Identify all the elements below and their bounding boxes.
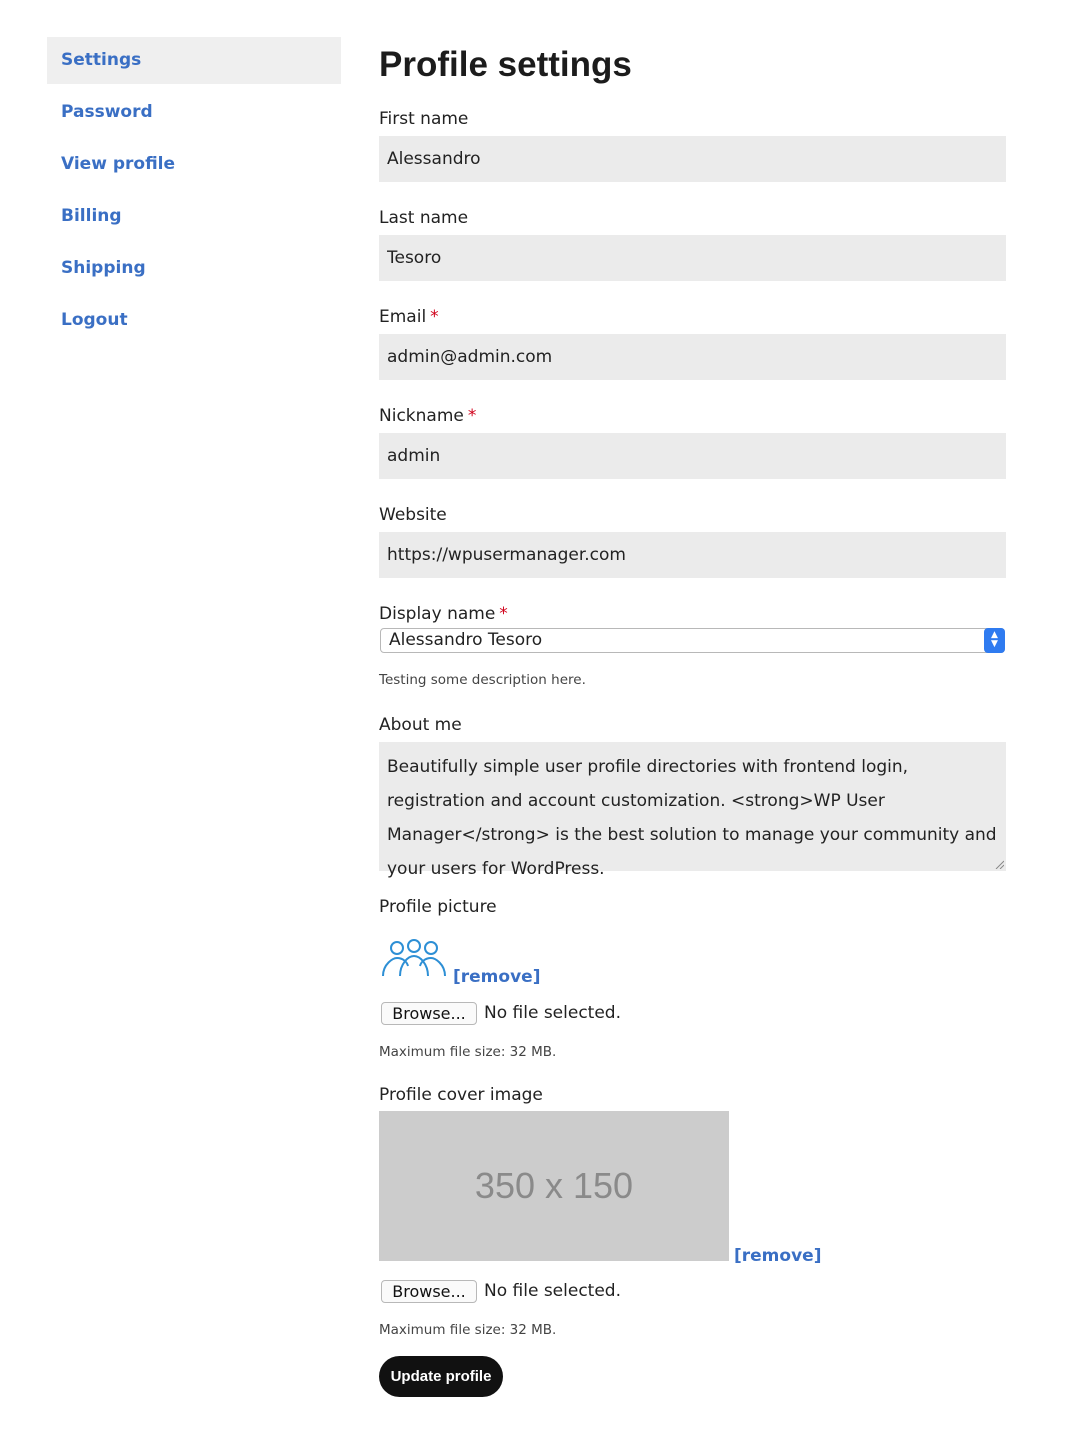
about-me-field bbox=[379, 712, 1006, 879]
display-name-label: Display name bbox=[379, 604, 496, 624]
nickname-input[interactable] bbox=[379, 433, 1006, 479]
cover-image-upload bbox=[379, 1278, 1006, 1304]
about-me-text: Beautifully simple user profile directories with frontend login, registration and account customization. <strong>WP User Manager</strong> is the best solution to manage your community and your users for WordPress. bbox=[387, 757, 997, 879]
first-name-field bbox=[379, 106, 1006, 182]
cover-image-placeholder bbox=[379, 1111, 729, 1261]
nickname-label: Nickname bbox=[379, 406, 464, 426]
email-label: Email bbox=[379, 307, 427, 327]
sidebar-item-shipping[interactable]: Shipping bbox=[61, 258, 146, 278]
first-name-label: First name bbox=[379, 109, 469, 129]
website-field bbox=[379, 502, 1006, 578]
sidebar-item-settings[interactable]: Settings bbox=[47, 37, 341, 84]
last-name-input[interactable] bbox=[379, 235, 1006, 281]
display-name-description: Testing some description here. bbox=[379, 672, 586, 688]
sidebar-item-password[interactable]: Password bbox=[61, 102, 153, 122]
about-me-label: About me bbox=[379, 715, 462, 735]
website-input[interactable] bbox=[379, 532, 1006, 578]
profile-picture-upload bbox=[379, 1000, 1006, 1026]
cover-image-label: Profile cover image bbox=[379, 1085, 543, 1105]
profile-picture-field bbox=[379, 894, 1006, 1062]
profile-settings-form bbox=[379, 38, 1006, 1397]
display-name-field bbox=[379, 601, 1006, 690]
max-file-size-note: Maximum file size: 32 MB. bbox=[379, 1322, 557, 1338]
required-mark: * bbox=[430, 307, 439, 327]
required-mark: * bbox=[499, 604, 508, 624]
select-arrows-icon: ▲ ▼ bbox=[984, 628, 1005, 653]
max-file-size-note: Maximum file size: 32 MB. bbox=[379, 1044, 557, 1060]
file-status: No file selected. bbox=[484, 1003, 621, 1023]
account-sidebar bbox=[47, 37, 341, 349]
profile-picture-label: Profile picture bbox=[379, 897, 497, 917]
remove-cover-image-link[interactable]: [remove] bbox=[734, 1246, 822, 1266]
email-field bbox=[379, 304, 1006, 380]
first-name-input[interactable] bbox=[379, 136, 1006, 182]
about-me-textarea[interactable] bbox=[379, 742, 1006, 879]
website-label: Website bbox=[379, 505, 447, 525]
required-mark: * bbox=[467, 406, 477, 426]
remove-profile-picture-link[interactable]: [remove] bbox=[453, 967, 541, 987]
last-name-label: Last name bbox=[379, 208, 469, 228]
email-input[interactable] bbox=[379, 334, 1006, 380]
browse-button[interactable]: Browse... bbox=[381, 1280, 477, 1303]
sidebar-item-billing[interactable]: Billing bbox=[61, 206, 122, 226]
browse-button[interactable]: Browse... bbox=[381, 1002, 477, 1025]
cover-placeholder-text: 350 x 150 bbox=[474, 1165, 634, 1206]
display-name-selected: Alessandro Tesoro bbox=[389, 630, 543, 650]
nickname-field bbox=[379, 403, 1006, 479]
users-group-icon bbox=[381, 938, 447, 978]
file-status: No file selected. bbox=[484, 1281, 621, 1301]
last-name-field bbox=[379, 205, 1006, 281]
update-profile-button[interactable]: Update profile bbox=[379, 1356, 503, 1397]
cover-image-field bbox=[379, 1082, 1006, 1340]
resize-grip-icon[interactable] bbox=[994, 859, 1004, 869]
sidebar-item-logout[interactable]: Logout bbox=[61, 310, 128, 330]
display-name-select[interactable] bbox=[380, 628, 1005, 653]
sidebar-item-view-profile[interactable]: View profile bbox=[61, 154, 176, 174]
page-title: Profile settings bbox=[379, 45, 632, 84]
